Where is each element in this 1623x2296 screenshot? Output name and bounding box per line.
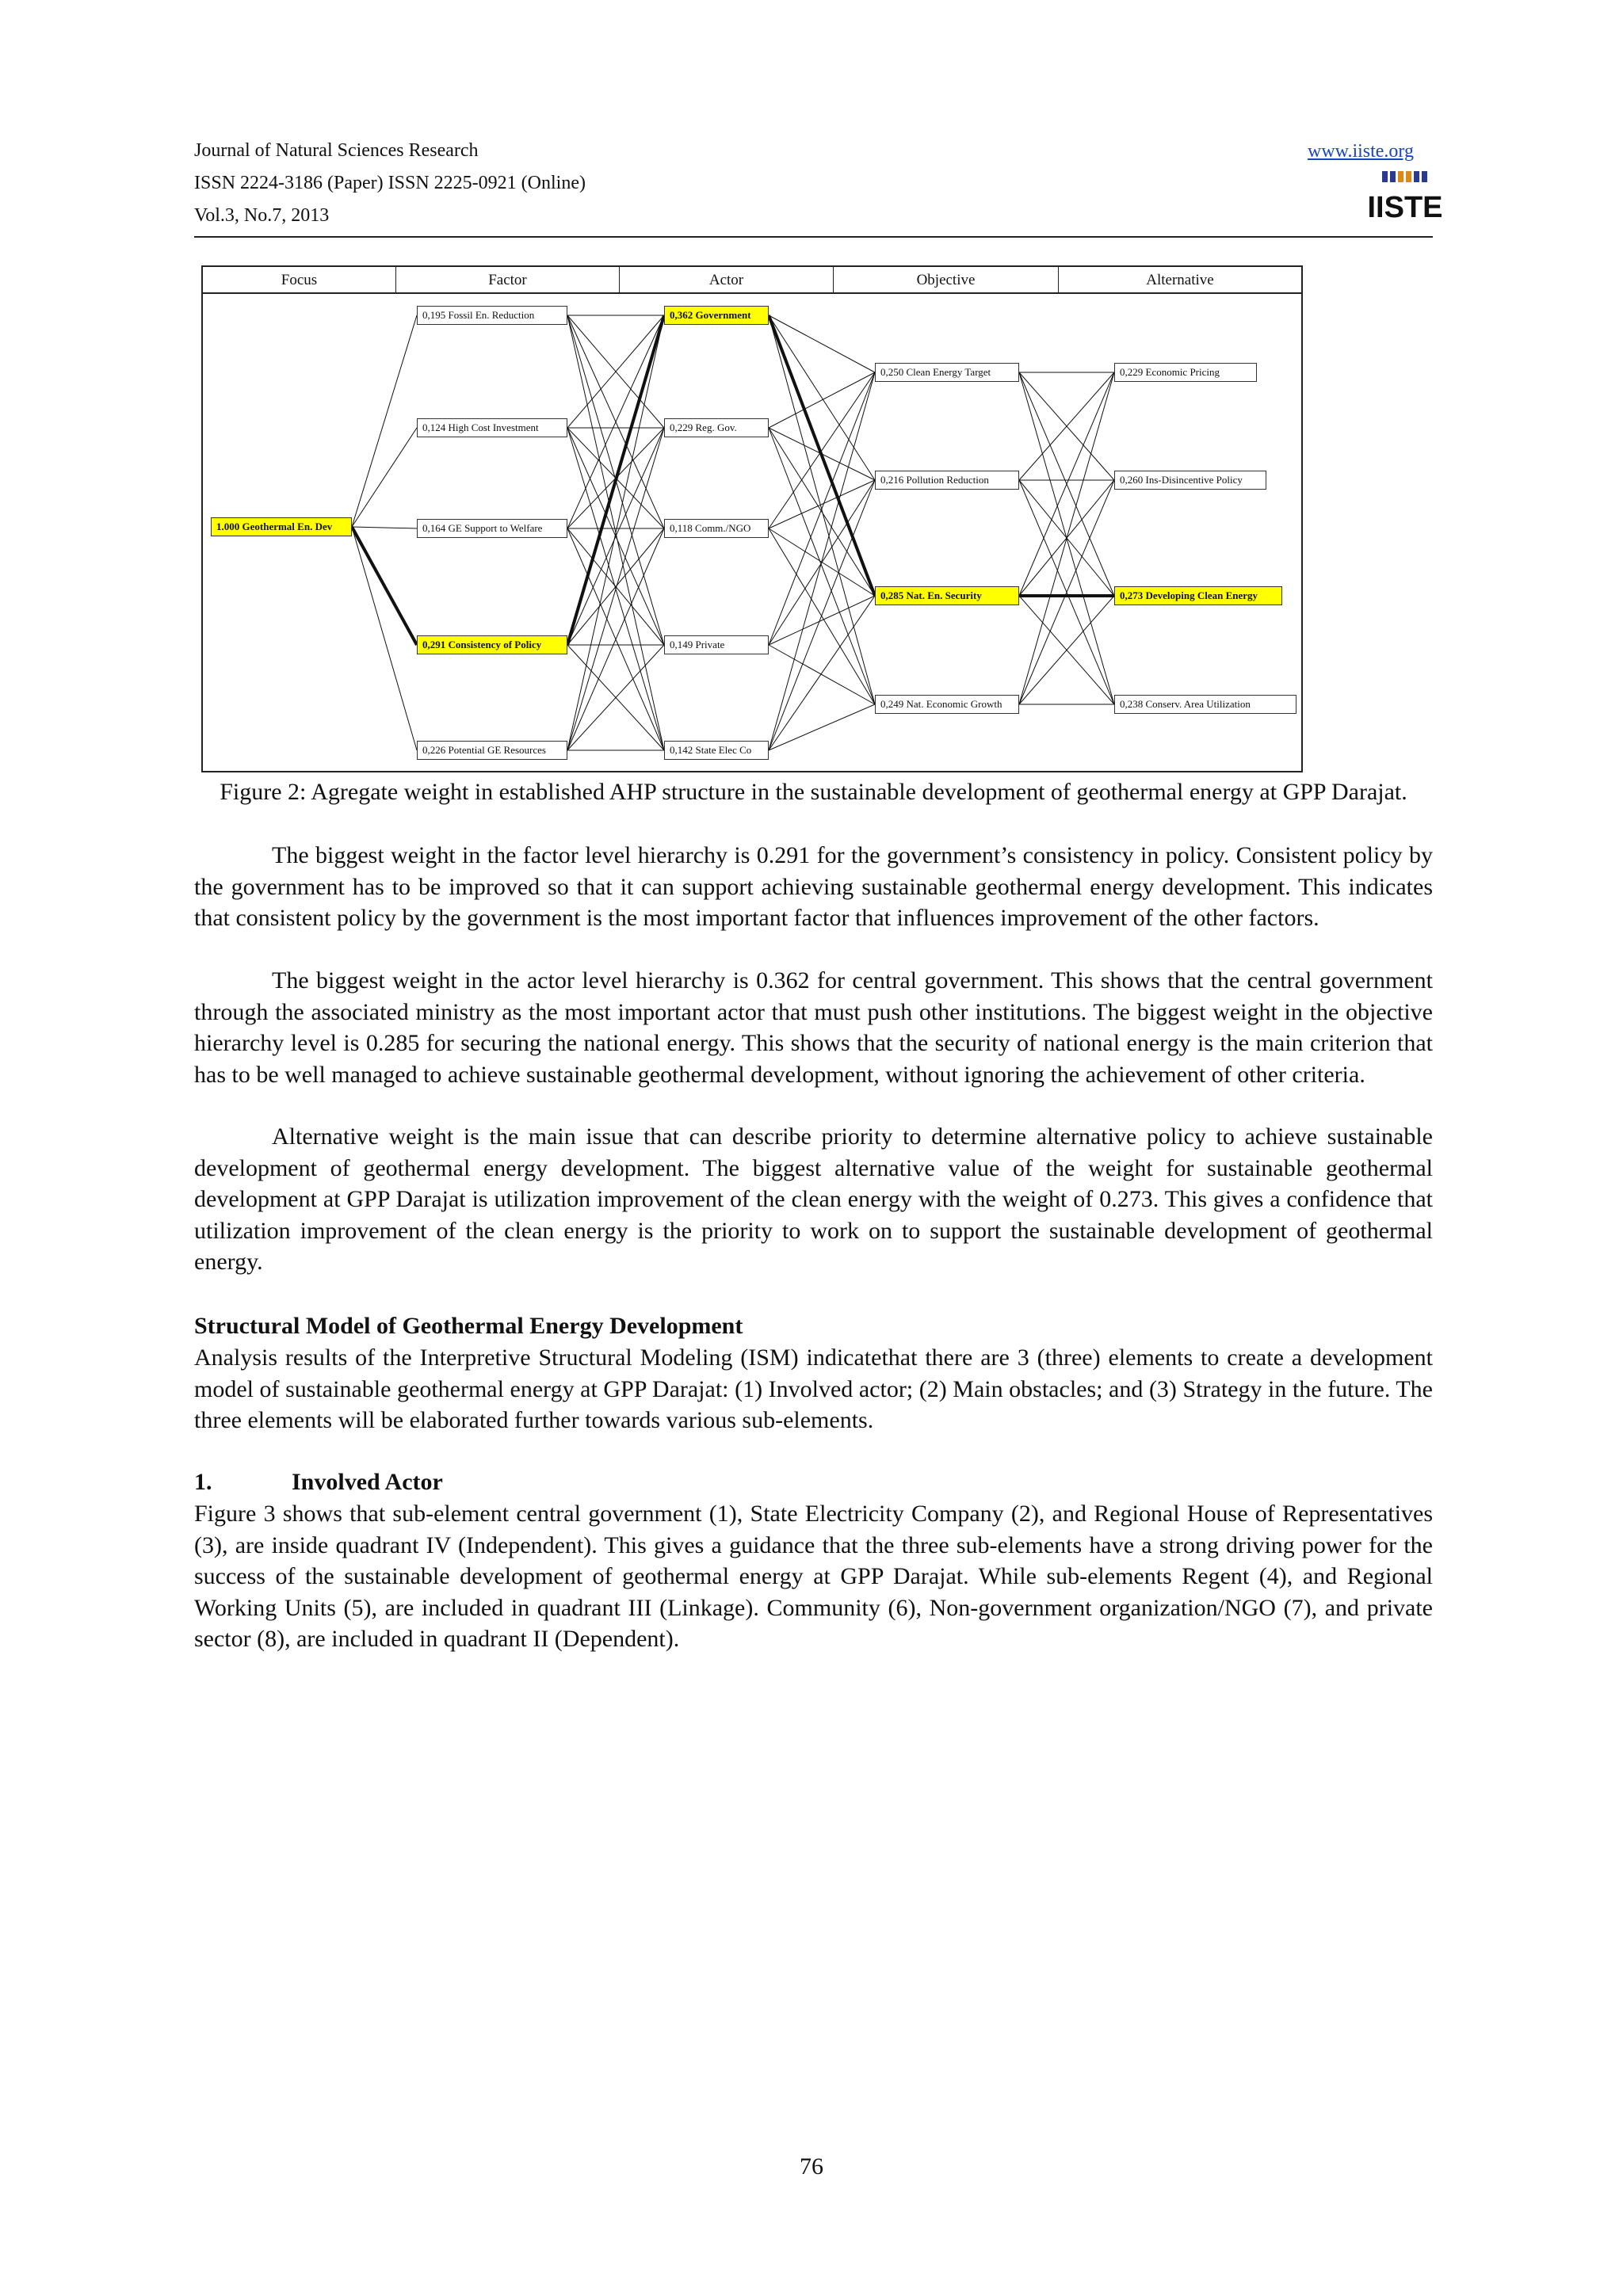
volume-line: Vol.3, No.7, 2013 <box>194 205 330 226</box>
objective-node: 0,250 Clean Energy Target <box>875 363 1019 382</box>
ahp-figure <box>201 265 1303 772</box>
paragraph-ism: Analysis results of the Interpretive Structural Modeling (ISM) indicatethat there are 3 (three) elements to create a development model of sustainable geothermal energy at GPP Darajat: (1) Involved actor; (2) Main obstacles; and (3) Strategy in the future. The three elements will be elaborated further towards various sub-elements. <box>194 1344 1433 1433</box>
factor-node: 0,291 Consistency of Policy <box>417 635 567 654</box>
connection-line <box>769 480 875 750</box>
factor-node: 0,124 High Cost Investment <box>417 418 567 437</box>
connection-line <box>769 315 875 372</box>
factor-node: 0,195 Fossil En. Reduction <box>417 306 567 325</box>
focus-node: 1.000 Geothermal En. Dev <box>211 517 352 536</box>
paragraph-involved-actor: Figure 3 shows that sub-element central government (1), State Electricity Company (2), and Regional House of Representatives (3), are inside quadrant IV (Independent). This gives a guidance that the three sub-elements have a strong driving power for the success of the sustainable development of geothermal energy at GPP Darajat. While sub-elements Regent (4), and Regional Working Units (5), are included in quadrant III (Linkage). Community (6), Non-government organization/NGO (7), and private sector (8), are included in quadrant II (Dependent). <box>194 1501 1433 1652</box>
connection-line <box>352 527 417 528</box>
column-header-focus: Focus <box>203 267 396 294</box>
journal-url-link[interactable]: www.iiste.org <box>1308 141 1414 162</box>
paragraph-alternative: Alternative weight is the main issue that can describe priority to determine alternative policy to achieve sustainable development of geothermal energy development. The biggest alternative value of the weight for sustainable geothermal development at GPP Darajat is utilization improvement of the clean energy with the weight of 0.273. This gives a confidence that utilization improvement of the clean energy is the priority to work on to support the sustainable development of geothermal energy. <box>194 1123 1433 1275</box>
actor-node: 0,149 Private <box>664 635 769 654</box>
column-header-objective: Objective <box>834 267 1059 294</box>
connection-line <box>352 527 417 750</box>
column-header-factor: Factor <box>396 267 620 294</box>
objective-node: 0,249 Nat. Economic Growth <box>875 695 1019 714</box>
priority-path-line <box>352 527 417 645</box>
issn-line: ISSN 2224-3186 (Paper) ISSN 2225-0921 (Online) <box>194 173 586 193</box>
connection-line <box>769 372 875 645</box>
iiste-logo <box>1367 170 1443 225</box>
subsection-number: 1. <box>194 1469 212 1495</box>
connection-line <box>352 428 417 527</box>
column-header-actor: Actor <box>620 267 834 294</box>
actor-node: 0,229 Reg. Gov. <box>664 418 769 437</box>
subsection-title: Involved Actor <box>292 1469 443 1495</box>
factor-node: 0,164 GE Support to Welfare <box>417 519 567 538</box>
actor-node: 0,142 State Elec Co <box>664 741 769 760</box>
paragraph-actor: The biggest weight in the actor level hierarchy is 0.362 for central government. This shows that the central government through the associated ministry as the most important actor that must push other institutions. The biggest weight in the objective hierarchy level is 0.285 for securing the national energy. This shows that the security of national energy is the main criterion that has to be well managed to achieve sustainable geothermal development, without ignoring the achievement of other criteria. <box>194 967 1433 1088</box>
alternative-node: 0,273 Developing Clean Energy <box>1114 586 1282 605</box>
objective-node: 0,285 Nat. En. Security <box>875 586 1019 605</box>
figure-caption: Figure 2: Agregate weight in established AHP structure in the sustainable development of geothermal energy at GPP Darajat. <box>220 779 1407 805</box>
column-header-alternative: Alternative <box>1059 267 1301 294</box>
connection-line <box>352 315 417 527</box>
connection-line <box>769 372 875 428</box>
section-heading: Structural Model of Geothermal Energy Development <box>194 1313 743 1339</box>
connection-line <box>769 645 875 704</box>
logo-text: IISTE <box>1367 191 1443 224</box>
connection-line <box>769 428 875 704</box>
connection-line <box>769 372 875 750</box>
subsection-heading <box>194 1466 443 1498</box>
objective-node: 0,216 Pollution Reduction <box>875 471 1019 490</box>
connection-line <box>769 428 875 480</box>
journal-title: Journal of Natural Sciences Research <box>194 140 479 161</box>
factor-node: 0,226 Potential GE Resources <box>417 741 567 760</box>
alternative-node: 0,260 Ins-Disincentive Policy <box>1114 471 1266 490</box>
header-rule <box>194 236 1433 238</box>
actor-node: 0,118 Comm./NGO <box>664 519 769 538</box>
alternative-node: 0,229 Economic Pricing <box>1114 363 1257 382</box>
actor-node: 0,362 Government <box>664 306 769 325</box>
paragraph-factor: The biggest weight in the factor level hierarchy is 0.291 for the government’s consistency in policy. Consistent policy by the government has to be improved so that it can support achieving sustainable geothermal energy development. This indicates that consistent policy by the government is the most important factor that influences improvement of the other factors. <box>194 842 1433 931</box>
page-number: 76 <box>800 2153 823 2180</box>
alternative-node: 0,238 Conserv. Area Utilization <box>1114 695 1296 714</box>
connection-line <box>769 315 875 704</box>
